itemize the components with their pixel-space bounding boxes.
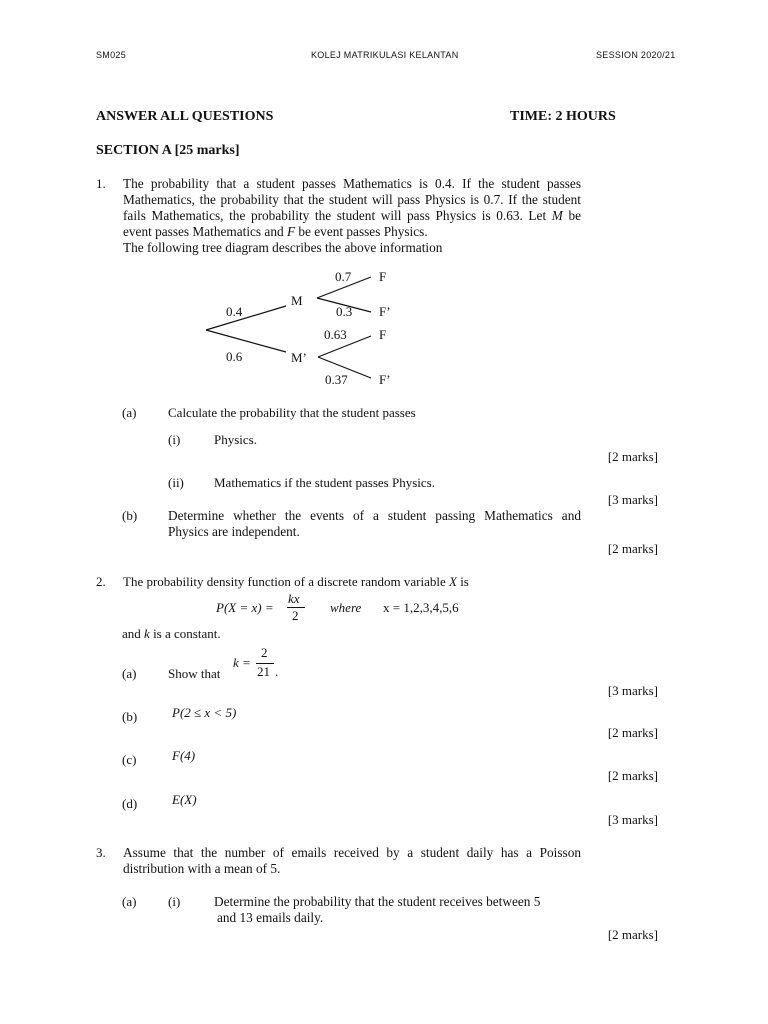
node-f-lower: F [379,327,387,342]
node-m-not: M’ [291,350,307,365]
q1-line-4-end: be event passes Physics. [295,224,428,239]
branch-m [206,306,286,330]
tree-diagram [0,0,768,400]
q1-line-3-end: be [562,208,581,223]
q2-c-expr: F(4) [172,748,196,763]
q1-ai-marks: [2 marks] [607,449,658,464]
q3-ai-label: (i) [168,894,181,909]
q3-line-1: Assume that the number of emails received by a student daily has a Poisson [123,845,581,860]
node-m: M [291,293,303,308]
q1-b-line-2: Physics are independent. [168,524,300,539]
q2-intro-text: The probability density function of a discrete random variable [123,574,449,589]
k-lhs: k = [233,655,251,670]
q2-a-label: (a) [122,666,137,681]
q1-b-text [168,508,581,540]
k-constant-pre: and [122,626,145,641]
q1-a-text: Calculate the probability that the student passes [168,405,416,420]
question-2-intro [123,574,469,590]
time-limit: TIME: 2 HOURS [510,109,616,124]
question-2-number: 2. [96,574,106,589]
q3-ai-line-1: Determine the probability that the student receives between 5 [214,894,541,909]
q1-line-4-text: event passes Mathematics and [123,224,287,239]
k-constant-var: k [144,626,150,641]
pdf-where: where [330,600,362,615]
branch-m-not [206,330,286,352]
q2-d-marks: [3 marks] [607,812,658,827]
college-name: KOLEJ MATRIKULASI KELANTAN [311,50,459,60]
q3-ai-line-2: and 13 emails daily. [217,910,324,925]
k-period: . [275,664,279,679]
k-denominator: 21 [257,664,270,679]
q1-line-2: Mathematics, the probability that the student will pass Physics is 0.7. If the student [123,192,581,207]
q1-var-m: M [551,208,563,223]
q2-b-marks: [2 marks] [607,725,658,740]
q1-line-3-text: fails Mathematics, the probability the student will pass Physics is 0.63. Let [123,208,552,223]
q2-a-marks: [3 marks] [607,683,658,698]
label-p-m-not: 0.6 [226,349,243,364]
node-f-upper: F [379,269,387,284]
question-3-number: 3. [96,845,106,860]
pdf-domain: x = 1,2,3,4,5,6 [383,600,459,615]
q1-aii-label: (ii) [168,475,184,490]
k-constant-note [122,626,221,642]
q1-line-5: The following tree diagram describes the above information [123,240,443,255]
label-p-fnot-given-m: 0.3 [336,304,353,319]
pdf-denominator: 2 [292,608,299,623]
label-p-fnot-given-mnot: 0.37 [325,372,348,387]
q1-a-label: (a) [122,405,137,420]
q1-aii-marks: [3 marks] [607,492,658,507]
node-f-not-lower: F’ [379,372,391,387]
q1-line-1: The probability that a student passes Mathematics is 0.4. If the student passes [123,176,581,191]
label-p-f-given-m: 0.7 [335,269,352,284]
q1-b-line-1: Determine whether the events of a student passing Mathematics and [168,508,581,523]
question-1-number: 1. [96,176,106,191]
k-numerator: 2 [261,645,268,660]
q3-line-2: distribution with a mean of 5. [123,861,281,876]
q2-intro-end: is [456,574,469,589]
q2-d-expr: E(X) [172,792,197,807]
q2-a-text: Show that [168,666,221,681]
q2-c-marks: [2 marks] [607,768,658,783]
q2-b-expr: P(2 ≤ x < 5) [172,705,237,720]
instructions-heading: ANSWER ALL QUESTIONS [96,109,274,124]
q1-aii-text: Mathematics if the student passes Physics. [214,475,435,490]
session-label: SESSION 2020/21 [596,50,676,60]
node-f-not-upper: F’ [379,304,391,319]
q3-a-label: (a) [122,894,137,909]
course-code: SM025 [96,50,127,60]
q2-intro-var: X [448,574,457,589]
q2-d-label: (d) [122,796,138,811]
q2-b-label: (b) [122,709,138,724]
q1-ai-label: (i) [168,432,181,447]
k-constant-post: is a constant. [149,626,221,641]
q1-var-f: F [286,224,296,239]
q1-b-label: (b) [122,508,138,523]
pdf-numerator: kx [288,591,300,606]
label-p-m: 0.4 [226,304,243,319]
pdf-lhs: P(X = x) = [216,600,274,615]
q1-ai-text: Physics. [214,432,257,447]
section-heading: SECTION A [25 marks] [96,143,240,158]
question-3-text [123,845,581,877]
q2-c-label: (c) [122,752,137,767]
q3-ai-marks: [2 marks] [607,927,658,942]
q3-ai-text [214,894,574,926]
label-p-f-given-mnot: 0.63 [324,327,347,342]
q1-b-marks: [2 marks] [607,541,658,556]
